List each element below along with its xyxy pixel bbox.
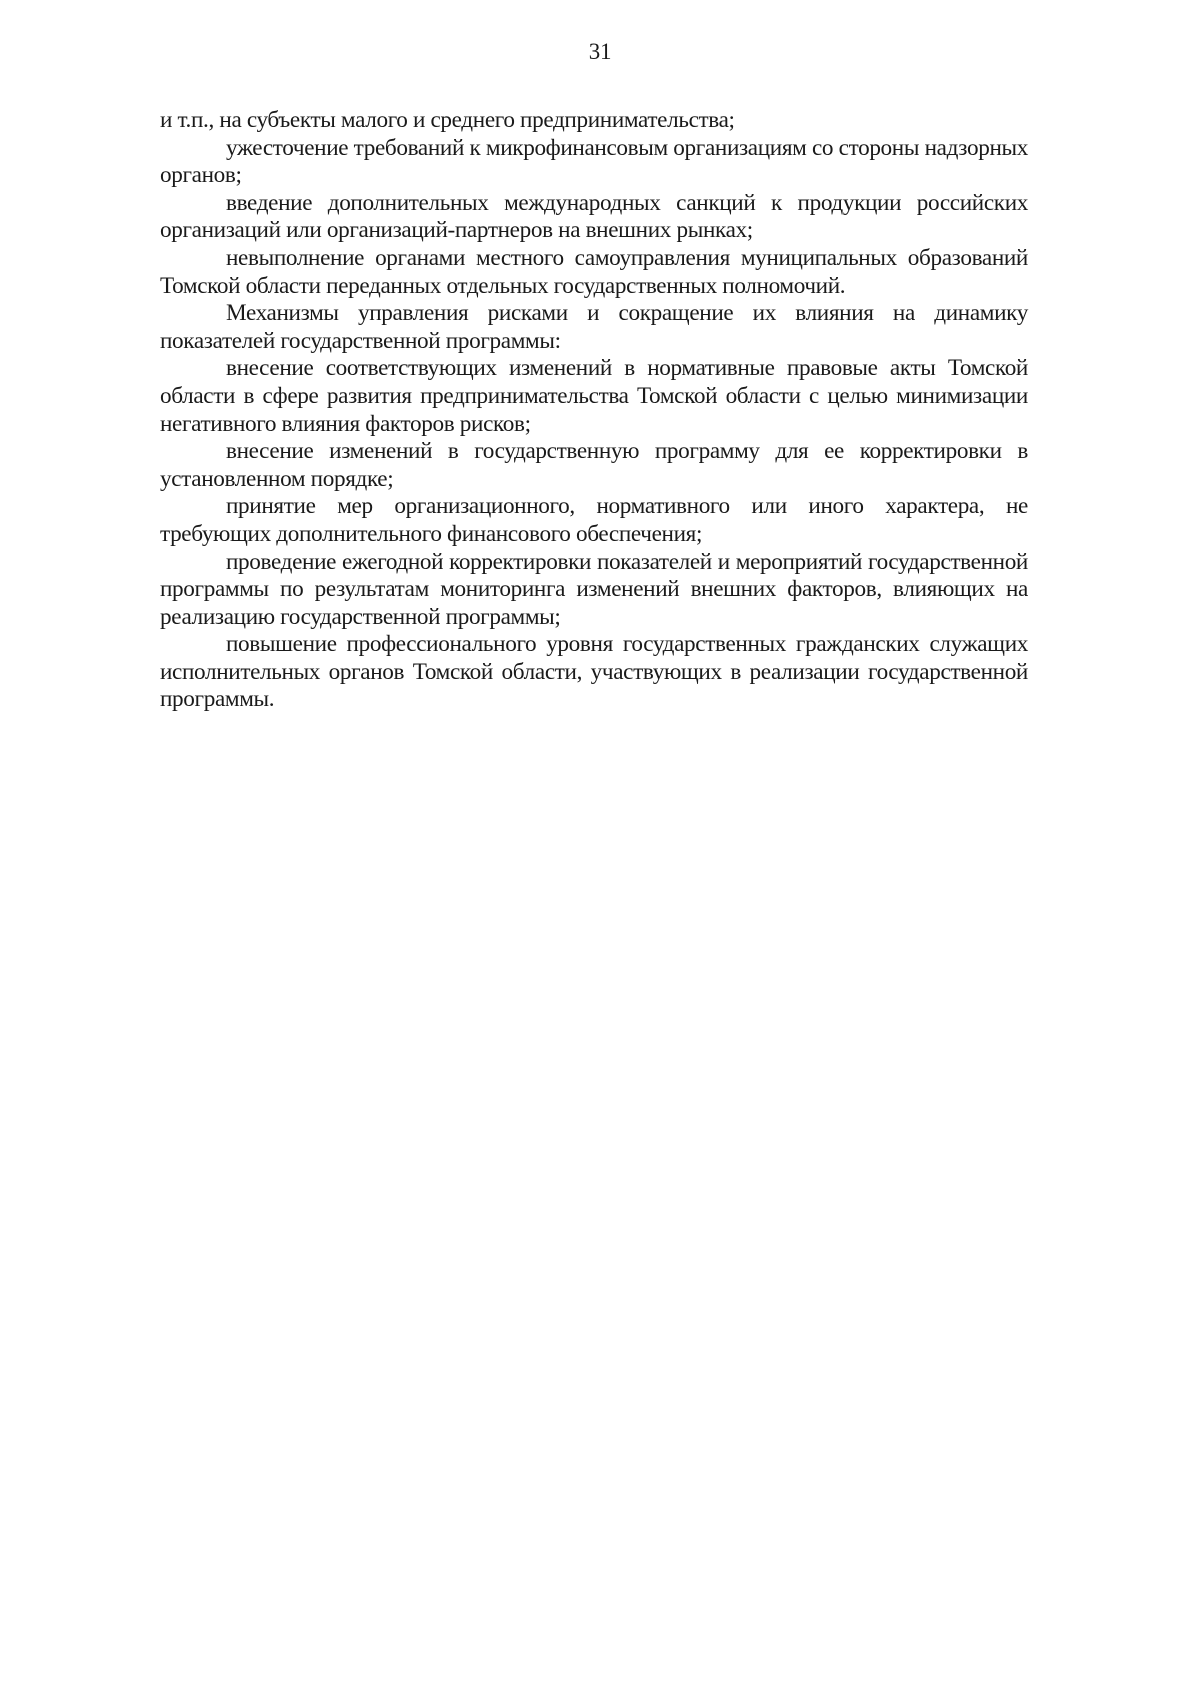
paragraph-risk-municipal: невыполнение органами местного самоуправления муниципальных образований Томской области переданных отдельных государственных полномочий.	[160, 244, 1028, 299]
document-body	[160, 107, 1028, 714]
paragraph-mechanism-program-changes: внесение изменений в государственную программу для ее корректировки в установленном порядке;	[160, 438, 1028, 492]
paragraph-mechanism-legal-acts: внесение соответствующих изменений в нормативные правовые акты Томской области в сфере развития предпринимательства Томской области с целью минимизации негативного влияния факторов рисков;	[160, 355, 1028, 437]
paragraph-continuation: и т.п., на субъекты малого и среднего предпринимательства;	[160, 107, 735, 133]
paragraph-mechanism-professional-level: повышение профессионального уровня государственных гражданских служащих исполнительных органов Томской области, участвующих в реализации государственной программы.	[160, 631, 1028, 713]
paragraph-mechanisms-heading: Механизмы управления рисками и сокращение их влияния на динамику показателей государственной программы:	[160, 300, 1028, 354]
paragraph-risk-microfinance: ужесточение требований к микрофинансовым организациям со стороны надзорных органов;	[160, 134, 1028, 189]
page-number: 31	[588, 39, 612, 64]
paragraph-risk-sanctions: введение дополнительных международных санкций к продукции российских организаций или организаций-партнеров на внешних рынках;	[160, 189, 1028, 244]
paragraph-mechanism-organizational: принятие мер организационного, нормативного или иного характера, не требующих дополнительного финансового обеспечения;	[160, 493, 1028, 547]
paragraph-mechanism-annual-adjustment: проведение ежегодной корректировки показателей и мероприятий государственной программы по результатам мониторинга изменений внешних факторов, влияющих на реализацию государственной программы;	[160, 548, 1028, 630]
